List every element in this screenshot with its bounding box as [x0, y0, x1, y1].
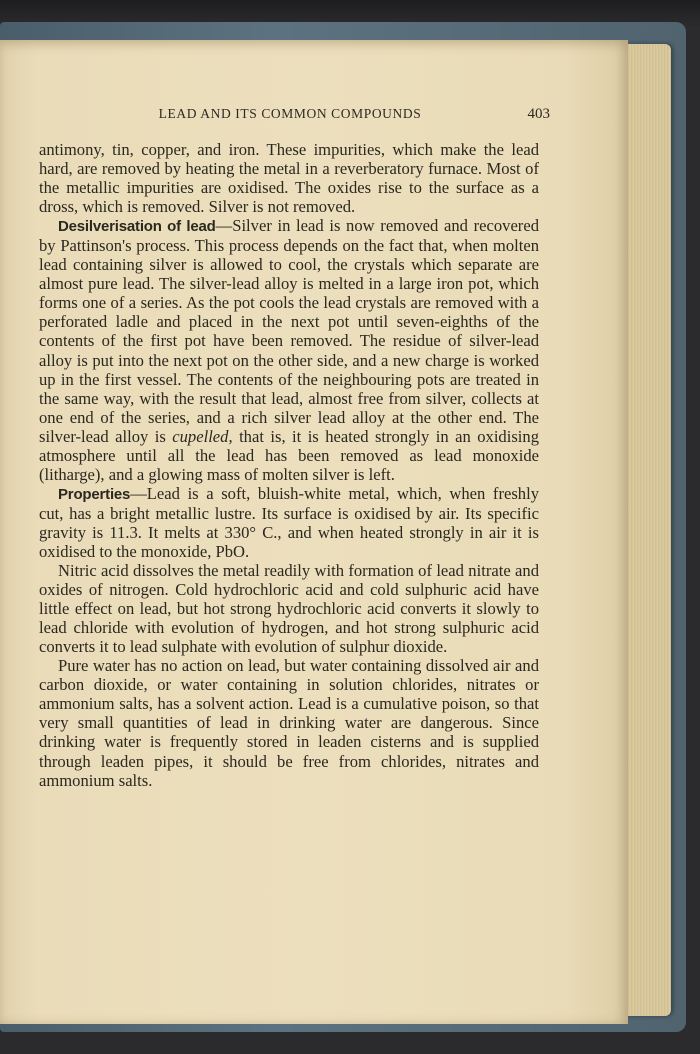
- italic-term-cupelled: cupelled,: [172, 426, 233, 446]
- paragraph-water-action: Pure water has no action on lead, but water containing dissolved air and carbon dioxide, or water containing in solution chlorides, nitrates or ammonium salts, has a solvent action. Lead is a cumulative poison, so that very small quantities of lead in drinking water are dangerous. Since drinking water is frequently stored in leaden cisterns and is supplied through leaden pipes, it should be free from chlorides, nitrates and ammonium salts.: [39, 656, 539, 790]
- paragraph-nitric-acid: Nitric acid dissolves the metal readily with formation of lead nitrate and oxides of nitrogen. Cold hydrochloric acid and cold sulphuric acid have little effect on lead, but hot strong hydrochloric acid converts it slowly to lead chloride with evolution of hydrogen, and hot strong sulphuric acid converts it to lead sulphate with evolution of sulphur dioxide.: [39, 561, 539, 657]
- page-edges: [625, 44, 671, 1016]
- properties-text: —Lead is a soft, bluish-white metal, which, when freshly cut, has a bright metallic lustre. Its surface is oxidised by air. Its specific gravity is 11.3. It melts at 330° C., and when heated strongly in air it is oxidised to the monoxide, PbO.: [39, 483, 539, 561]
- running-head: LEAD AND ITS COMMON COMPOUNDS: [158, 106, 422, 121]
- paragraph-properties: [39, 484, 539, 561]
- side-heading-desilverisation: Desilverisation of lead: [58, 218, 216, 236]
- side-heading-properties: Properties: [58, 485, 131, 503]
- desilverisation-text-b: that is, it is heated strongly in an oxidising atmosphere until all the lead has been removed as lead monoxide (litharge), and a glowing mass of molten silver is left.: [39, 426, 539, 484]
- body-text: [39, 140, 539, 790]
- paragraph-impurities: antimony, tin, copper, and iron. These impurities, which make the lead hard, are removed by heating the metal in a reverberatory furnace. Most of the metallic impurities are oxidised. The oxides rise to the surface as a dross, which is removed. Silver is not removed.: [39, 140, 539, 217]
- page-number: 403: [527, 106, 550, 122]
- desilverisation-text-a: —Silver in lead is now removed and recovered by Pattinson's process. This process depends on the fact that, when molten lead containing silver is allowed to cool, the crystals which separate are almost pure lead. The silver-lead alloy is melted in a large iron pot, which forms one of a series. As the pot cools the lead crystals are removed with a perforated ladle and placed in the next pot until seven-eighths of the contents of the first pot have been removed. The residue of silver-lead alloy is put into the next pot on the other side, and a new charge is worked up in the first vessel. The contents of the neighbouring pots are treated in the same way, with the result that lead, almost free from silver, collects at one end of the series, and a rich silver lead alloy at the other end. The silver-lead alloy is: [39, 216, 539, 446]
- paragraph-desilverisation: [39, 216, 539, 484]
